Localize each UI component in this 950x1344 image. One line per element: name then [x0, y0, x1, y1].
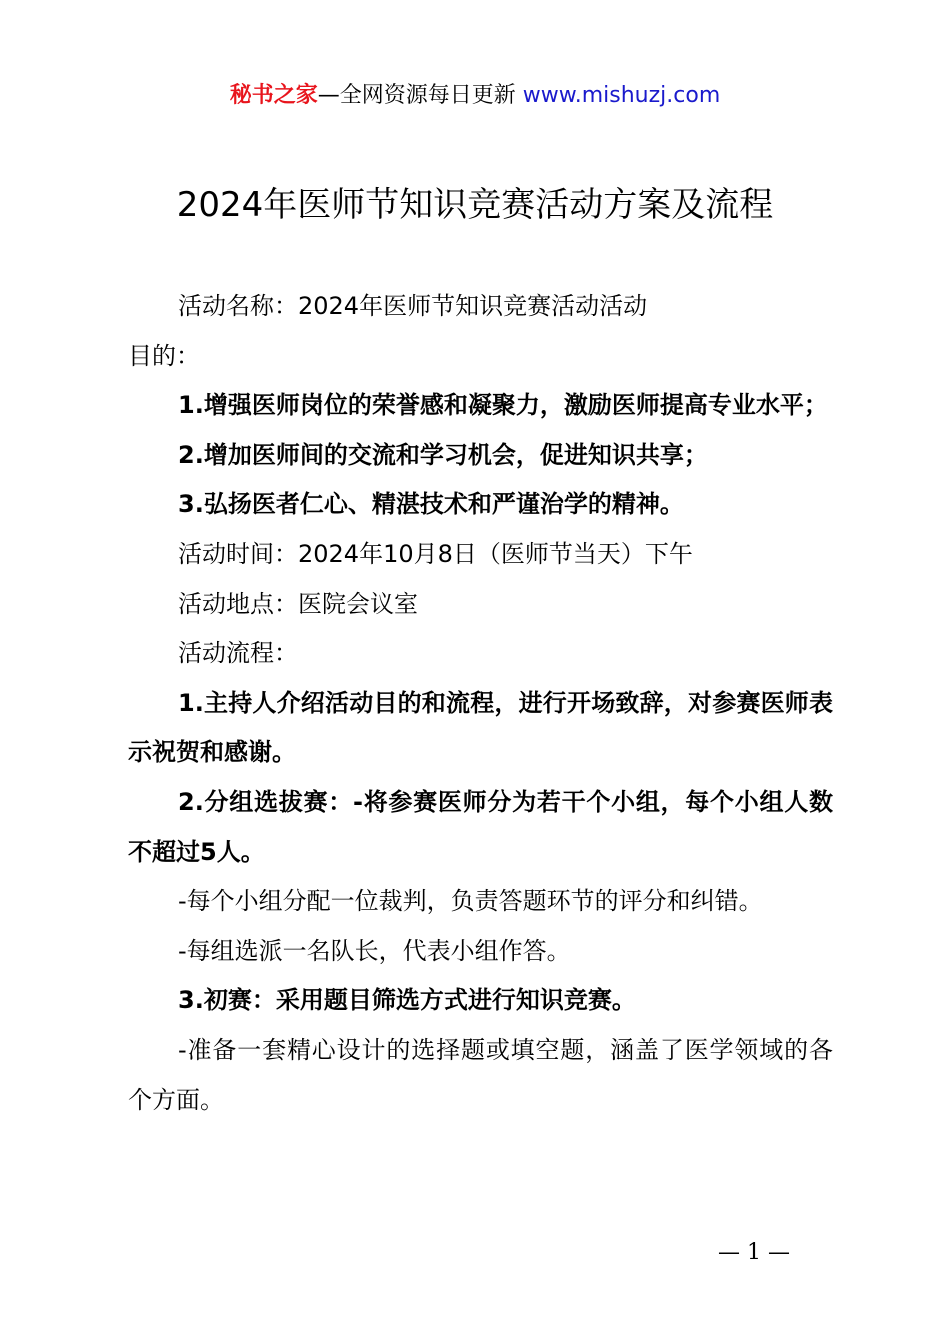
paragraph-purpose-3: 3.弘扬医者仁心、精湛技术和严谨治学的精神。: [178, 490, 684, 519]
paragraph-activity-name: 活动名称：2024年医师节知识竞赛活动活动: [178, 292, 648, 320]
document-title: 2024年医师节知识竞赛活动方案及流程: [176, 185, 774, 225]
paragraph-process-3: 3.初赛：采用题目筛选方式进行知识竞赛。: [178, 986, 636, 1015]
paragraph-process-heading: 活动流程：: [178, 639, 298, 668]
paragraph-process-2-captain: -每组选派一名队长，代表小组作答。: [178, 936, 571, 965]
paragraph-activity-time: 活动时间：2024年10月8日（医师节当天）下午: [178, 539, 693, 568]
document-body: [128, 282, 833, 1125]
site-brand: 秘书之家: [229, 83, 318, 108]
paragraph-process-1: 1.主持人介绍活动目的和流程，进行开场致辞，对参赛医师表示祝贺和感谢。: [128, 688, 833, 767]
paragraph-purpose-1: 1.增强医师岗位的荣誉感和凝聚力，激励医师提高专业水平；: [178, 391, 828, 420]
paragraph-activity-location: 活动地点：医院会议室: [178, 589, 418, 618]
page-number: — 1 —: [718, 1240, 790, 1265]
paragraph-process-2-judge: -每个小组分配一位裁判，负责答题环节的评分和纠错。: [178, 887, 763, 916]
site-tagline: —全网资源每日更新: [317, 83, 516, 108]
paragraph-process-2: 2.分组选拔赛：-将参赛医师分为若干个小组，每个小组人数不超过5人。: [128, 787, 833, 866]
paragraph-purpose-heading: 目的：: [128, 341, 200, 370]
site-url-link[interactable]: www.mishuzj.com: [522, 83, 721, 108]
site-header: [0, 80, 950, 112]
paragraph-purpose-2: 2.增加医师间的交流和学习机会，促进知识共享；: [178, 440, 708, 469]
paragraph-process-3-questions: -准备一套精心设计的选择题或填空题，涵盖了医学领域的各个方面。: [128, 1035, 833, 1114]
